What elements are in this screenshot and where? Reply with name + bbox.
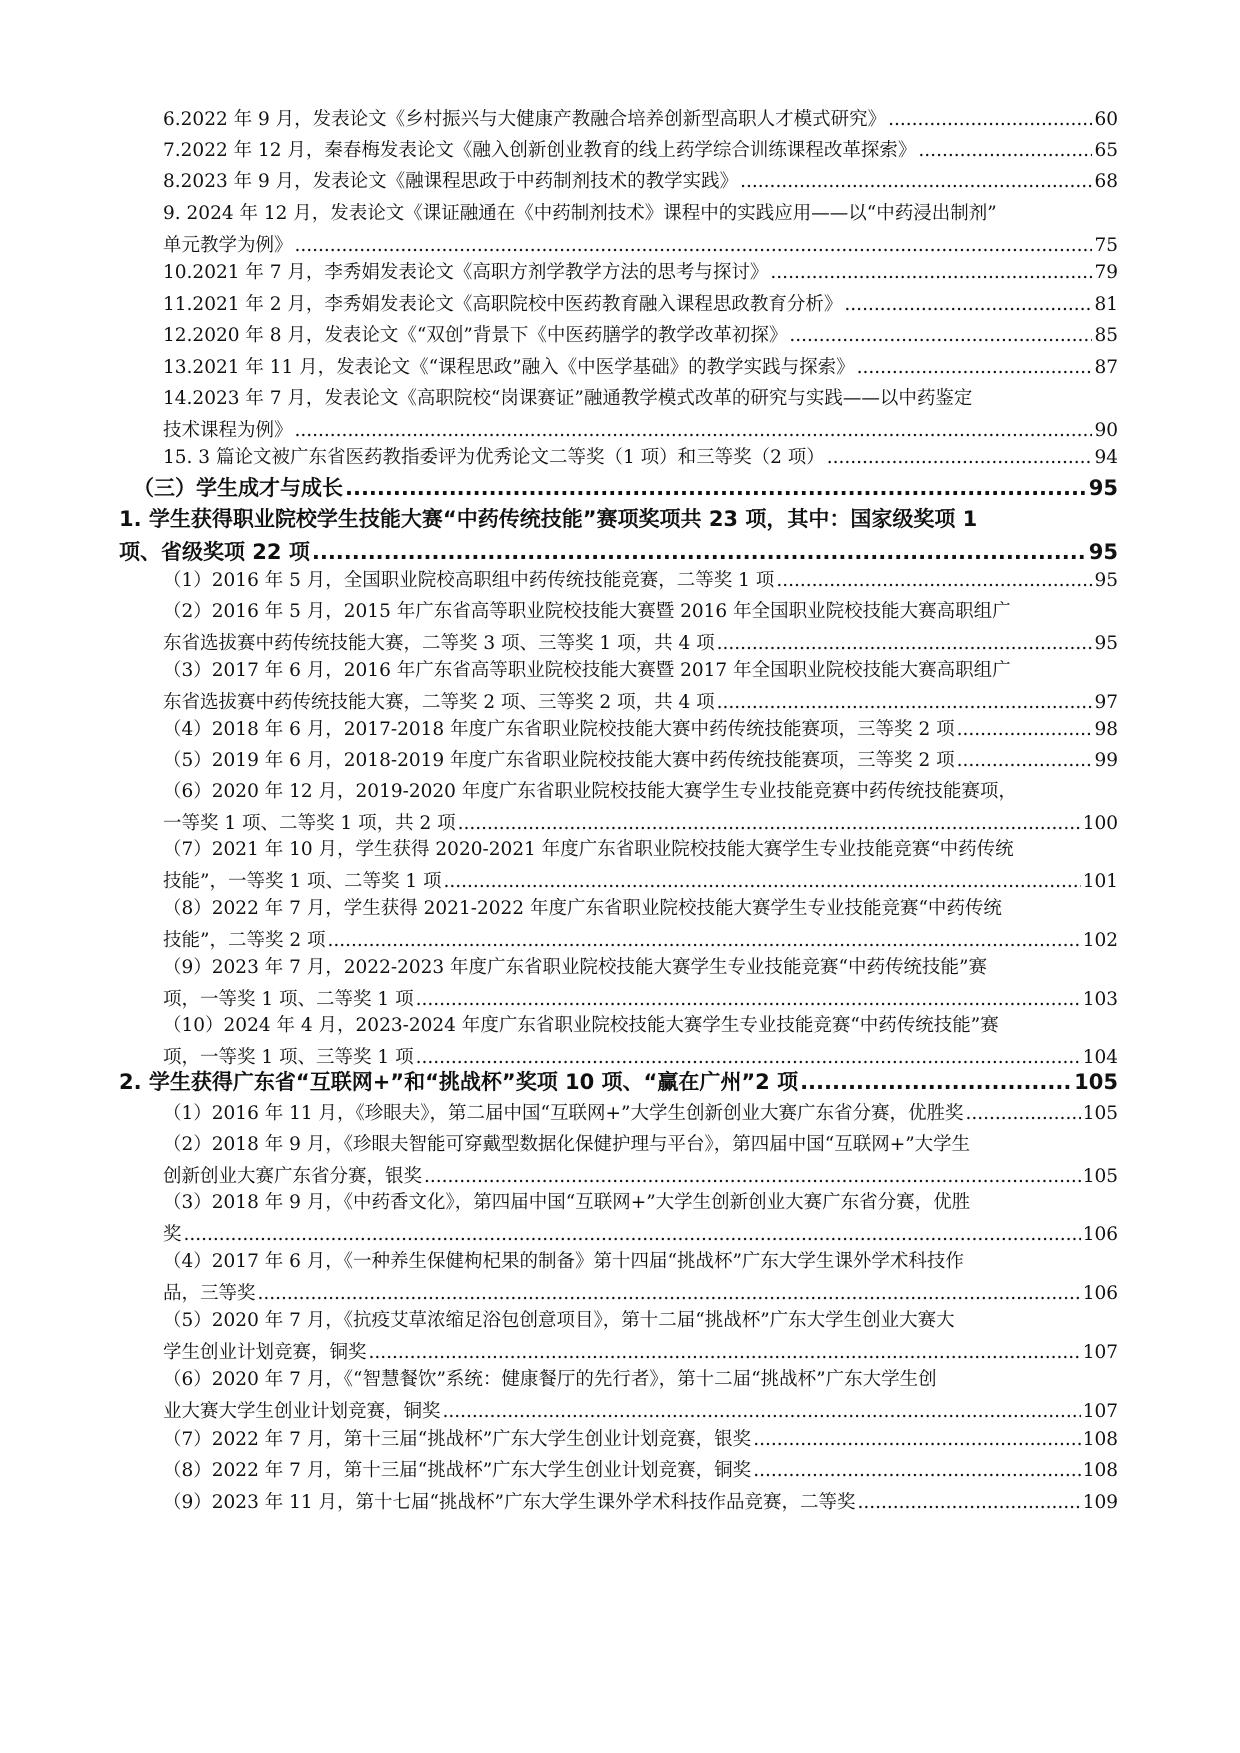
toc-entry[interactable] (163, 166, 1118, 198)
page-number: 85 (1094, 325, 1118, 346)
toc-entry-title-line: （10）2024 年 4 月，2023-2024 年度广东省职业院校技能大赛学生专业技能竞赛“中药传统技能”赛 (163, 1015, 999, 1036)
toc-entry[interactable] (163, 1455, 1118, 1487)
page-number: 68 (1094, 171, 1118, 192)
page-number: 103 (1082, 989, 1118, 1010)
toc-entry[interactable] (163, 1187, 1118, 1251)
dot-leader (753, 1455, 1081, 1487)
toc-entry-title-line: 创新创业大赛广东省分赛，银奖 (163, 1166, 423, 1187)
dot-leader (800, 1066, 1072, 1099)
toc-entry-title-line: （7）2021 年 10 月，学生获得 2020-2021 年度广东省职业院校技能大赛学生专业技能竞赛“中药传统 (163, 839, 1014, 860)
toc-entry[interactable] (163, 1487, 1118, 1519)
dot-leader (965, 1098, 1080, 1130)
toc-entry-title-line: 项、省级奖项 22 项 (119, 540, 310, 564)
toc-entry[interactable] (163, 1364, 1118, 1428)
toc-entry[interactable] (163, 893, 1118, 957)
toc-entry[interactable] (163, 1424, 1118, 1456)
page-number: 98 (1094, 719, 1118, 740)
toc-entry-title-line: 12.2020 年 8 月，发表论文《“双创”背景下《中医药膳学的教学改革初探》 (163, 325, 788, 346)
toc-entry[interactable] (163, 1098, 1118, 1130)
toc-entry-title-line: 技能”，二等奖 2 项 (163, 930, 326, 951)
page-number: 100 (1082, 813, 1118, 834)
toc-entry[interactable] (119, 1066, 1118, 1099)
page-number: 109 (1082, 1492, 1118, 1513)
toc-entry-title-line: 14.2023 年 7 月，发表论文《高职院校“岗课赛证”融通教学模式改革的研究与实践——以中药鉴定 (163, 388, 973, 409)
toc-entry-title-line: （2）2018 年 9 月，《珍眼夫智能可穿戴型数据化保健护理与平台》，第四届中国“互联网+”大学生 (163, 1134, 971, 1155)
toc-entry[interactable] (133, 472, 1118, 505)
dot-leader (857, 352, 1093, 384)
page-number: 95 (1088, 540, 1118, 564)
page-number: 75 (1094, 235, 1118, 256)
toc-entry[interactable] (163, 257, 1118, 289)
toc-entry-title-line: （2）2016 年 5 月，2015 年广东省高等职业院校技能大赛暨 2016 年全国职业院校技能大赛高职组广 (163, 601, 1011, 622)
toc-entry-title-line: （5）2020 年 7 月，《抗疫艾草浓缩足浴包创意项目》，第十二届“挑战杯”广东大学生创业大赛大 (163, 1310, 955, 1331)
toc-entry[interactable] (163, 776, 1118, 840)
dot-leader (888, 104, 1092, 136)
page-number: 90 (1094, 420, 1118, 441)
toc-entry-title-line: （9）2023 年 11 月，第十七届“挑战杯”广东大学生课外学术科技作品竞赛，二等奖 (163, 1492, 856, 1513)
dot-leader (827, 442, 1093, 474)
toc-entry-title-line: 技能”，一等奖 1 项、二等奖 1 项 (163, 871, 442, 892)
toc-entry-title-line: 15. 3 篇论文被广东省医药教指委评为优秀论文二等奖（1 项）和三等奖（2 项） (163, 447, 825, 468)
page-number: 105 (1082, 1103, 1118, 1124)
toc-entry-title-line: 9. 2024 年 12 月，发表论文《课证融通在《中药制剂技术》课程中的实践应用——以“中药浸出制剂” (163, 203, 997, 224)
dot-leader (770, 257, 1092, 289)
page-number: 108 (1082, 1429, 1118, 1450)
dot-leader (753, 1424, 1081, 1456)
toc-entry-title-line: （4）2017 年 6 月，《一种养生保健枸杞果的制备》第十四届“挑战杯”广东大学生课外学术科技作 (163, 1251, 964, 1272)
toc-entry-title-line: （4）2018 年 6 月，2017-2018 年度广东省职业院校技能大赛中药传统技能赛项，三等奖 2 项 (163, 719, 955, 740)
toc-entry[interactable] (163, 289, 1118, 321)
toc-entry-title-line: （6）2020 年 7 月，《“智慧餐饮”系统：健康餐厅的先行者》，第十二届“挑战杯”广东大学生创 (163, 1369, 937, 1390)
page-number: 105 (1082, 1166, 1118, 1187)
dot-leader (957, 745, 1093, 777)
toc-entry-title-line: 东省选拔赛中药传统技能大赛，二等奖 3 项、三等奖 1 项，共 4 项 (163, 633, 715, 654)
toc-entry[interactable] (163, 442, 1118, 474)
toc-entry[interactable] (163, 1246, 1118, 1310)
page-number: 106 (1082, 1224, 1118, 1245)
toc-entry-title-line: 1. 学生获得职业院校学生技能大赛“中药传统技能”赛项奖项共 23 项，其中：国家级奖项 1 (119, 507, 978, 531)
toc-entry[interactable] (163, 352, 1118, 384)
toc-entry-title-line: （1）2016 年 11 月，《珍眼夫》，第二届中国“互联网+”大学生创新创业大赛广东省分赛，优胜奖 (163, 1103, 964, 1124)
toc-entry-title-line: 13.2021 年 11 月，发表论文《“课程思政”融入《中医学基础》的教学实践与探索》 (163, 357, 855, 378)
toc-entry[interactable] (163, 596, 1118, 660)
toc-entry-title-line: 单元教学为例》 (163, 235, 293, 256)
toc-entry-title-line: 6.2022 年 9 月，发表论文《乡村振兴与大健康产教融合培养创新型高职人才模式研究》 (163, 109, 887, 130)
toc-entry-title-line: （6）2020 年 12 月，2019-2020 年度广东省职业院校技能大赛学生专业技能竞赛中药传统技能赛项， (163, 781, 1017, 802)
toc-entry[interactable] (163, 383, 1118, 447)
toc-entry-title-line: 奖 (163, 1224, 182, 1245)
toc-entry-title-line: （三）学生成才与成长 (133, 476, 343, 500)
toc-entry-title-line: （1）2016 年 5 月，全国职业院校高职组中药传统技能竞赛，二等奖 1 项 (163, 570, 775, 591)
toc-entry[interactable] (119, 503, 1118, 569)
toc-entry-title-line: 项，一等奖 1 项、三等奖 1 项 (163, 1047, 414, 1068)
page-number: 87 (1094, 357, 1118, 378)
page-number: 99 (1094, 750, 1118, 771)
dot-leader (740, 166, 1092, 198)
toc-entry[interactable] (163, 655, 1118, 719)
toc-entry[interactable] (163, 745, 1118, 777)
toc-entry-title-line: （3）2018 年 9 月，《中药香文化》，第四届中国“互联网+”大学生创新创业大赛广东省分赛，优胜 (163, 1192, 971, 1213)
page-number: 108 (1082, 1460, 1118, 1481)
page-number: 97 (1094, 692, 1118, 713)
page-number: 102 (1082, 930, 1118, 951)
toc-entry-title-line: （8）2022 年 7 月，第十三届“挑战杯”广东大学生创业计划竞赛，铜奖 (163, 1460, 752, 1481)
dot-leader (857, 1487, 1080, 1519)
page-number: 107 (1082, 1401, 1118, 1422)
page-number: 101 (1082, 871, 1118, 892)
page-number: 95 (1094, 633, 1118, 654)
page-number: 107 (1082, 1342, 1118, 1363)
toc-entry-title-line: 8.2023 年 9 月，发表论文《融课程思政于中药制剂技术的教学实践》 (163, 171, 739, 192)
toc-entry[interactable] (163, 952, 1118, 1016)
dot-leader (918, 135, 1092, 167)
toc-entry-title-line: （5）2019 年 6 月，2018-2019 年度广东省职业院校技能大赛中药传统技能赛项，三等奖 2 项 (163, 750, 955, 771)
page-number: 65 (1094, 140, 1118, 161)
page-number: 95 (1094, 570, 1118, 591)
toc-entry[interactable] (163, 714, 1118, 746)
toc-entry-title-line: 品，三等奖 (163, 1283, 256, 1304)
dot-leader (957, 714, 1093, 746)
dot-leader (789, 320, 1092, 352)
toc-entry[interactable] (163, 834, 1118, 898)
page-number: 105 (1074, 1070, 1118, 1094)
page-number: 104 (1082, 1047, 1118, 1068)
toc-entry-title-line: 一等奖 1 项、二等奖 1 项，共 2 项 (163, 813, 456, 834)
toc-entry[interactable] (163, 1305, 1118, 1369)
toc-entry-title-line: （3）2017 年 6 月，2016 年广东省高等职业院校技能大赛暨 2017 年全国职业院校技能大赛高职组广 (163, 660, 1011, 681)
dot-leader (776, 565, 1092, 597)
toc-entry-title-line: 2. 学生获得广东省“互联网+”和“挑战杯”奖项 10 项、“赢在广州”2 项 (119, 1070, 799, 1094)
toc-entry-title-line: 东省选拔赛中药传统技能大赛，二等奖 2 项、三等奖 2 项，共 4 项 (163, 692, 715, 713)
toc-entry-title-line: 技术课程为例》 (163, 420, 293, 441)
page-number: 106 (1082, 1283, 1118, 1304)
page-number: 95 (1088, 476, 1118, 500)
toc-entry[interactable] (163, 104, 1118, 136)
toc-entry-title-line: 业大赛大学生创业计划竞赛，铜奖 (163, 1401, 441, 1422)
toc-entry-title-line: （9）2023 年 7 月，2022-2023 年度广东省职业院校技能大赛学生专业技能竞赛“中药传统技能”赛 (163, 957, 987, 978)
toc-entry[interactable] (163, 320, 1118, 352)
toc-entry[interactable] (163, 198, 1118, 262)
toc-entry[interactable] (163, 135, 1118, 167)
page-number: 81 (1094, 294, 1118, 315)
dot-leader (844, 289, 1092, 321)
toc-entry-title-line: 11.2021 年 2 月，李秀娟发表论文《高职院校中医药教育融入课程思政教育分析》 (163, 294, 843, 315)
toc-entry-title-line: 10.2021 年 7 月，李秀娟发表论文《高职方剂学教学方法的思考与探讨》 (163, 262, 769, 283)
toc-entry-title-line: 学生创业计划竞赛，铜奖 (163, 1342, 367, 1363)
toc-entry-title-line: 项，一等奖 1 项、二等奖 1 项 (163, 989, 414, 1010)
toc-entry[interactable] (163, 1010, 1118, 1074)
page-number: 60 (1094, 109, 1118, 130)
toc-entry-title-line: 7.2022 年 12 月，秦春梅发表论文《融入创新创业教育的线上药学综合训练课程改革探索》 (163, 140, 917, 161)
page-number: 79 (1094, 262, 1118, 283)
dot-leader (345, 472, 1087, 505)
toc-entry[interactable] (163, 1129, 1118, 1193)
toc-entry-title-line: （7）2022 年 7 月，第十三届“挑战杯”广东大学生创业计划竞赛，银奖 (163, 1429, 752, 1450)
page-number: 94 (1094, 447, 1118, 468)
toc-entry-title-line: （8）2022 年 7 月，学生获得 2021-2022 年度广东省职业院校技能大赛学生专业技能竞赛“中药传统 (163, 898, 1002, 919)
toc-entry[interactable] (163, 565, 1118, 597)
